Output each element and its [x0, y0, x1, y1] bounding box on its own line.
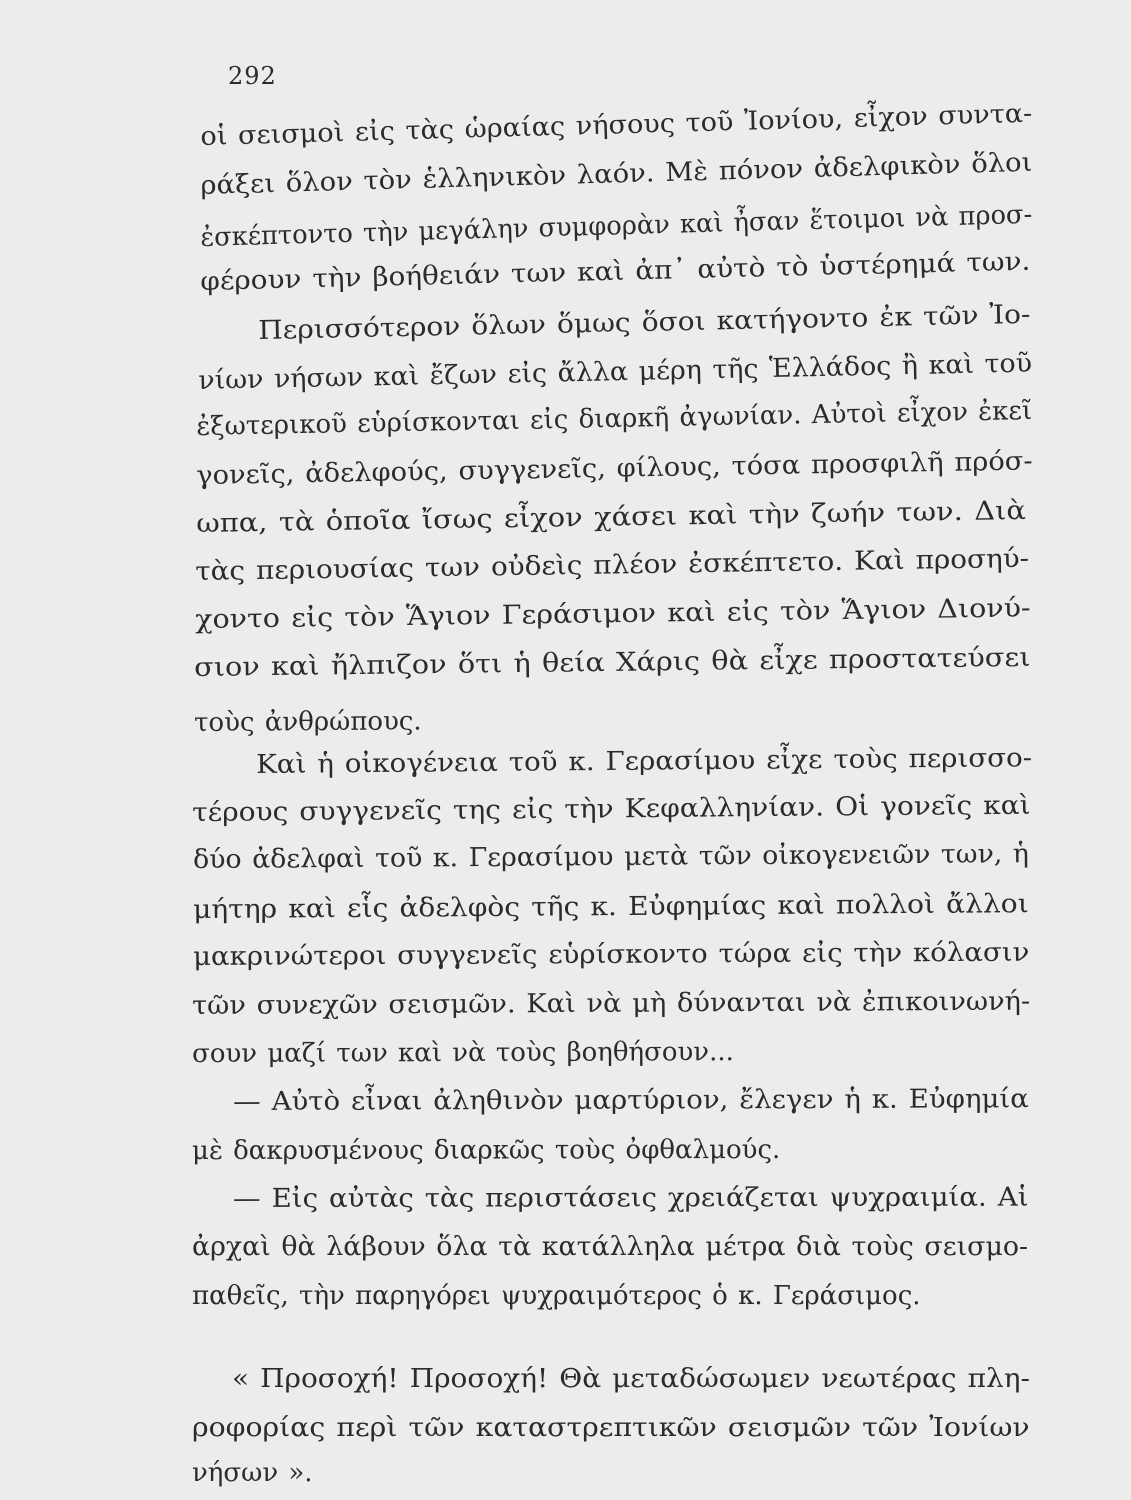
text-line: φέρουν τὴν βοήθειάν των καὶ ἀπ᾿ αὐτὸ τὸ ὑστέρημά των. — [200, 247, 1031, 298]
text-line: σουν μαζί των καὶ νὰ τοὺς βοηθήσουν... — [192, 1037, 734, 1070]
text-line: ἀρχαὶ θὰ λάβουν ὅλα τὰ κατάλληλα μέτρα διὰ τοὺς σεισμο- — [192, 1231, 1029, 1262]
text-line: παθεῖς, τὴν παρηγόρει ψυχραιμότερος ὁ κ. Γεράσιμος. — [192, 1280, 921, 1311]
page-number: 292 — [228, 62, 277, 90]
text-line: μήτηρ καὶ εἷς ἀδελφὸς τῆς κ. Εὐφημίας καὶ πολλοὶ ἄλλοι — [193, 889, 1029, 926]
radio-quote-line: « Προσοχή! Προσοχή! Θὰ μεταδώσωμεν νεωτέρας πλη- — [232, 1364, 1030, 1395]
text-line: δύο ἀδελφαὶ τοῦ κ. Γερασίμου μετὰ τῶν οἰκογενειῶν των, ἡ — [193, 839, 1030, 876]
text-line: γονεῖς, ἀδελφούς, συγγενεῖς, φίλους, τόσα προσφιλῆ πρόσ- — [196, 446, 1033, 491]
text-line: τέρους συγγενεῖς της εἰς τὴν Κεφαλληνίαν. Οἱ γονεῖς καὶ — [192, 791, 1031, 829]
text-line: τῶν συνεχῶν σεισμῶν. Καὶ νὰ μὴ δύνανται νὰ ἐπικοινωνή- — [192, 986, 1031, 1021]
text-line: μακρινώτεροι συγγενεῖς εὑρίσκοντο τώρα εἰς τὴν κόλασιν — [193, 937, 1030, 972]
text-line: — Αὐτὸ εἶναι ἀληθινὸν μαρτύριον, ἔλεγεν ἡ κ. Εὐφημία — [233, 1084, 1029, 1118]
text-line: Καὶ ἡ οἰκογένεια τοῦ κ. Γερασίμου εἶχε τοὺς περισσο- — [256, 742, 1033, 780]
text-line: χοντο εἰς τὸν Ἅγιον Γεράσιμον καὶ εἰς τὸν Ἅγιον Διονύ- — [195, 593, 1031, 636]
text-line: — Εἰς αὐτὰς τὰς περιστάσεις χρειάζεται ψυχραιμία. Αἱ — [233, 1182, 1029, 1214]
text-line: σιον καὶ ἤλπιζον ὅτι ἡ θεία Χάρις θὰ εἶχε προστατεύσει — [194, 642, 1031, 683]
text-line: ωπα, τὰ ὁποῖα ἴσως εἶχον χάσει καὶ τὴν ζωήν των. Διὰ — [196, 495, 1027, 539]
radio-quote-line: νήσων ». — [192, 1458, 313, 1488]
text-line: Περισσότερον ὅλων ὅμως ὅσοι κατήγοντο ἐκ τῶν Ἰο- — [258, 300, 1031, 347]
text-line: οἱ σεισμοὶ εἰς τὰς ὡραίας νήσους τοῦ Ἰονίου, εἶχον συντα- — [200, 98, 1033, 152]
text-line: ἐξωτερικοῦ εὑρίσκονται εἰς διαρκῆ ἀγωνίαν. Αὐτοὶ εἶχον ἐκεῖ — [196, 395, 1033, 442]
text-line: νίων νήσων καὶ ἔζων εἰς ἄλλα μέρη τῆς Ἑλλάδος ἢ καὶ τοῦ — [198, 348, 1033, 397]
text-line: ἐσκέπτοντο τὴν μεγάλην συμφορὰν καὶ ἦσαν ἕτοιμοι νὰ προσ- — [200, 199, 1033, 253]
text-line: τοὺς ἀνθρώπους. — [194, 706, 422, 738]
text-line: τὰς περιουσίας των οὐδεὶς πλέον ἐσκέπτετο. Καὶ προσηύ- — [195, 544, 1030, 588]
radio-quote-line: ροφορίας περὶ τῶν καταστρεπτικῶν σεισμῶν τῶν Ἰονίων — [192, 1413, 1030, 1444]
text-line: ράξει ὅλον τὸν ἑλληνικὸν λαόν. Μὲ πόνον ἀδελφικὸν ὅλοι — [200, 147, 1033, 201]
text-line: μὲ δακρυσμένους διαρκῶς τοὺς ὀφθαλμούς. — [192, 1135, 781, 1167]
